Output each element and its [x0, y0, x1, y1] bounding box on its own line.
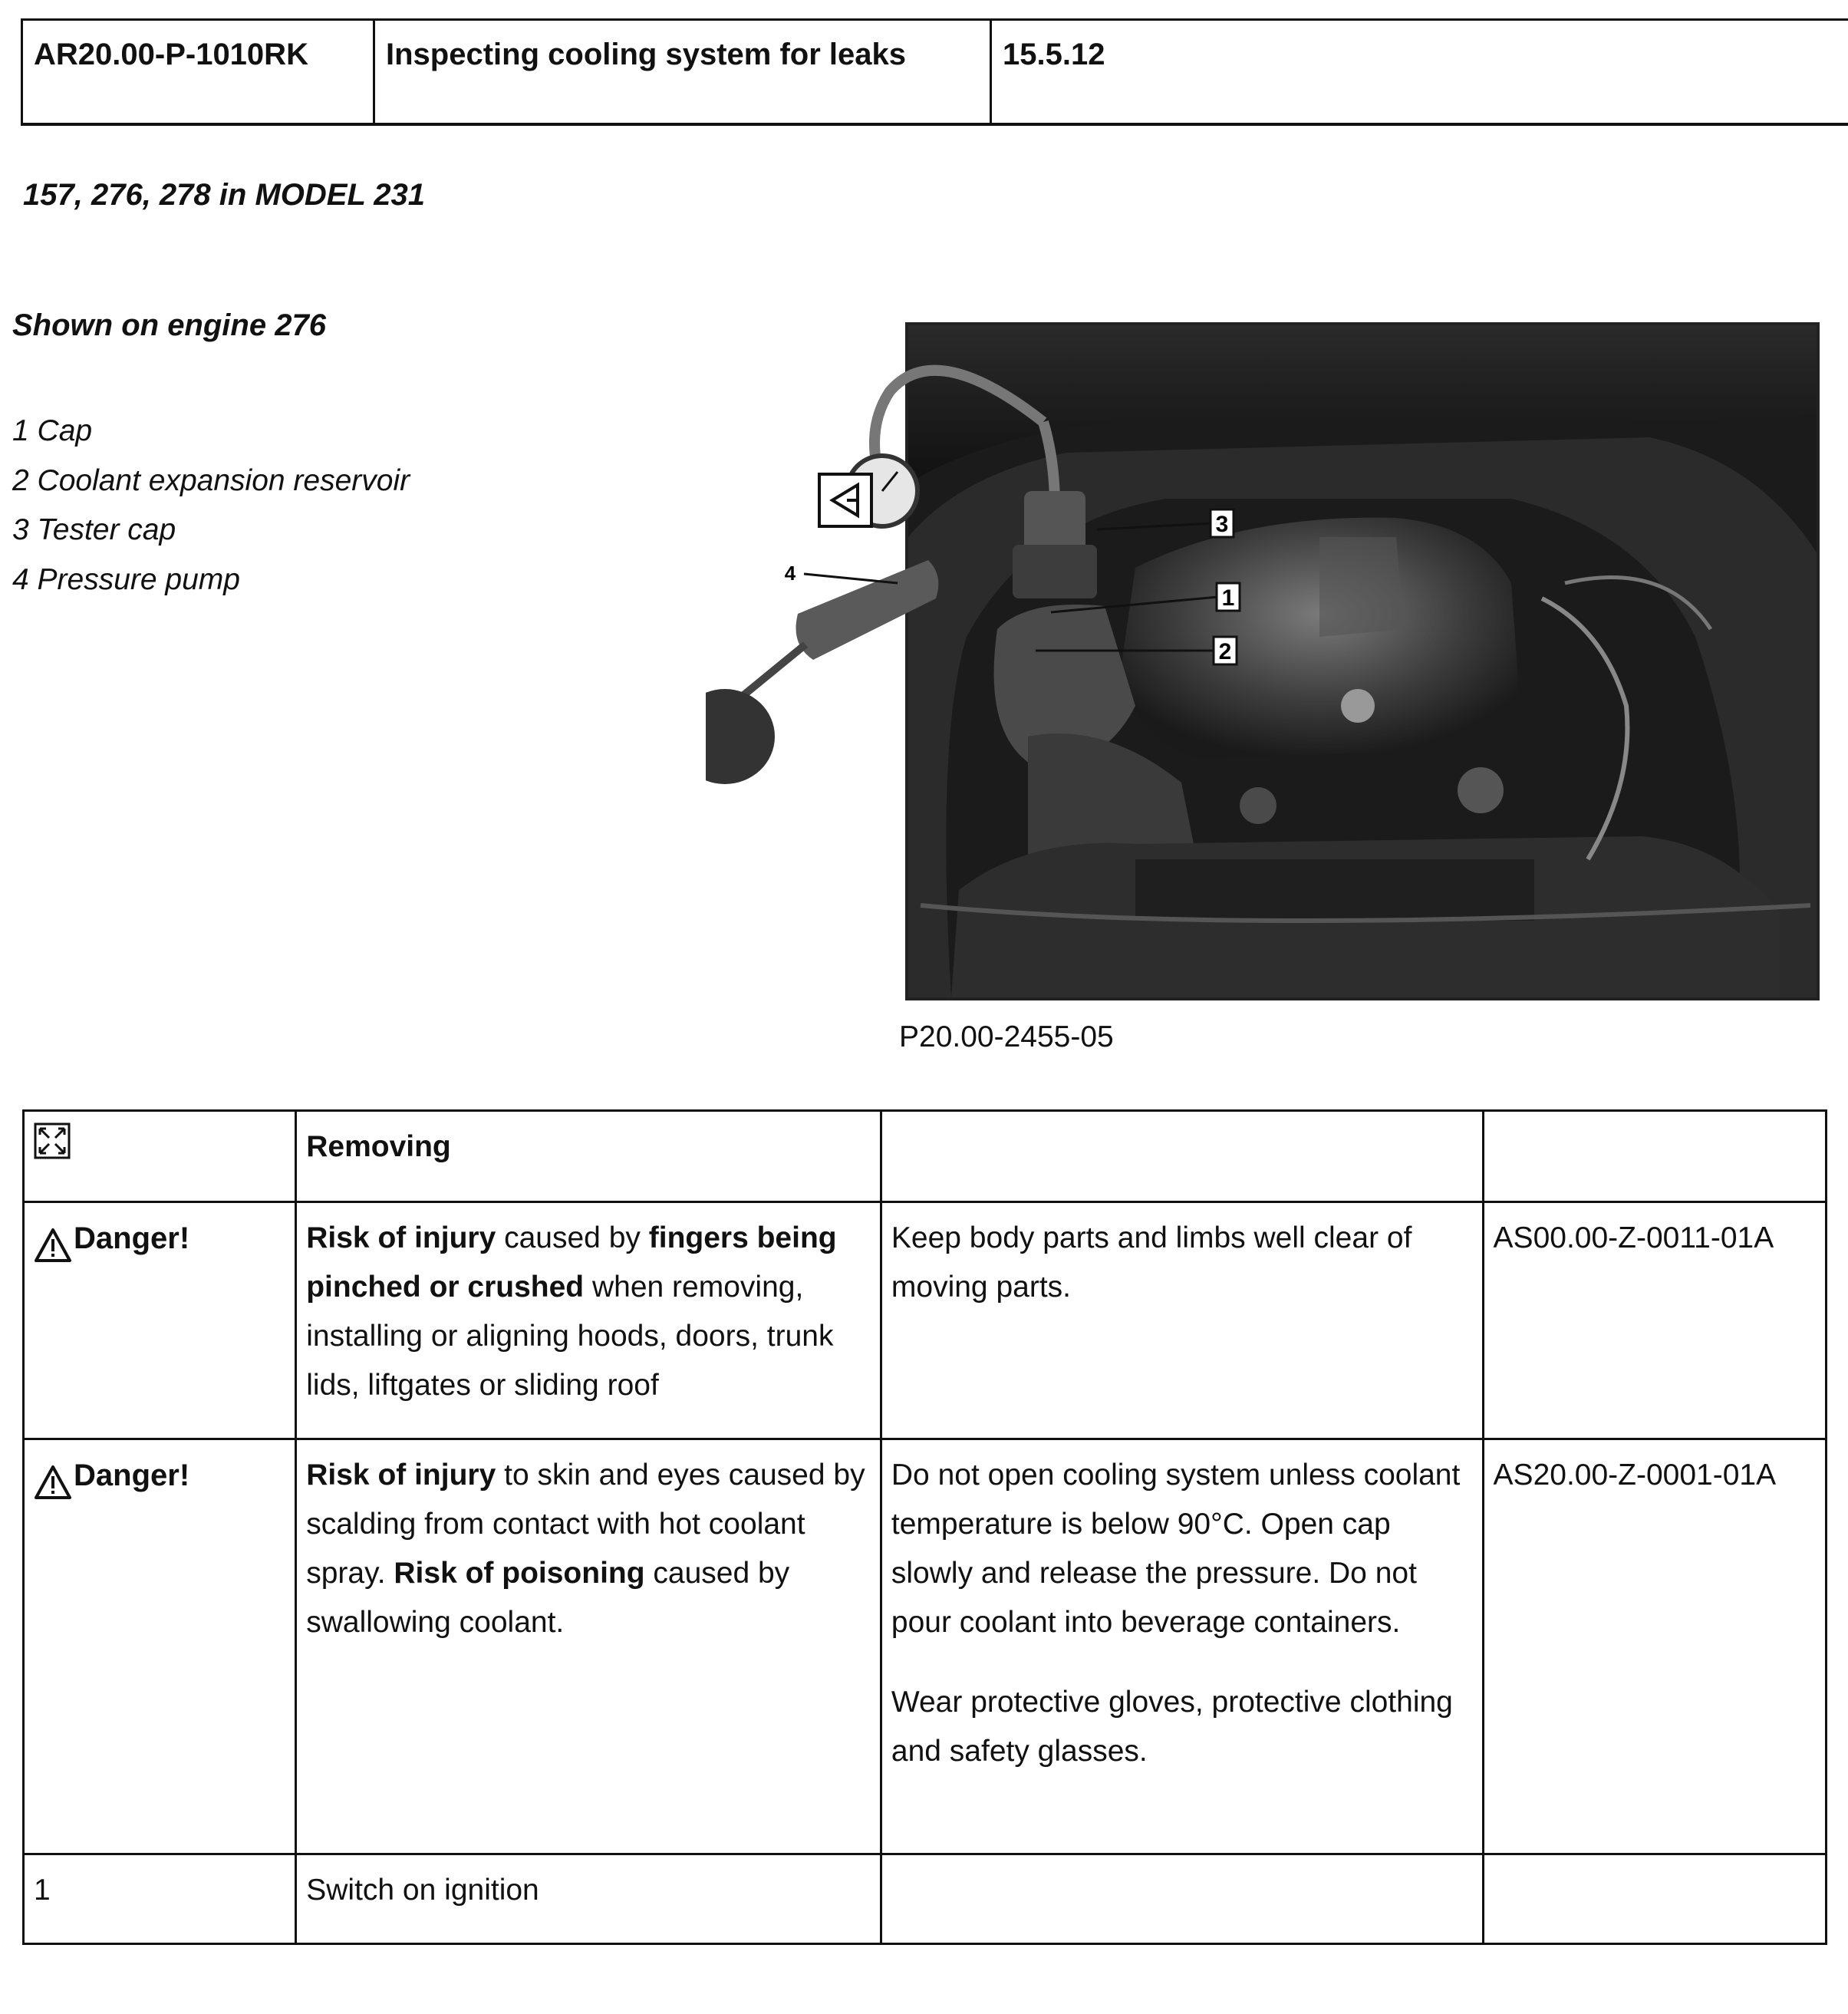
image-code: P20.00-2455-05	[899, 1020, 1114, 1053]
svg-text:3: 3	[1215, 512, 1229, 537]
table-row	[24, 1202, 1827, 1439]
legend-item: 2 Coolant expansion reservoir	[12, 463, 410, 497]
measure-text: Keep body parts and limbs well clear of moving parts.	[881, 1202, 1483, 1439]
safety-code: AS00.00-Z-0011-01A	[1483, 1202, 1826, 1439]
step-text: Switch on ignition	[296, 1854, 881, 1944]
warning-triangle-icon	[34, 1228, 72, 1263]
legend-item: 1 Cap	[12, 414, 93, 447]
step-number: 1	[24, 1854, 296, 1944]
hazard-text: Risk of injury caused by fingers being pinched or crushed when removing, installing or aligning hoods, doors, trunk lids, liftgates or sliding roof	[296, 1202, 881, 1439]
danger-label: Danger!	[34, 1214, 285, 1263]
table-row	[24, 1439, 1827, 1854]
legend-item: 4 Pressure pump	[12, 562, 240, 596]
removing-label: Removing	[296, 1111, 881, 1202]
safety-code: AS20.00-Z-0001-01A	[1483, 1439, 1826, 1854]
svg-text:2: 2	[1218, 639, 1232, 664]
model-line: 157, 276, 278 in MODEL 231	[23, 178, 426, 212]
figure-caption: Shown on engine 276	[12, 308, 326, 342]
procedure-table	[22, 1109, 1827, 1945]
table-row	[24, 1854, 1827, 1944]
doc-title: Inspecting cooling system for leaks	[374, 20, 991, 125]
figure-legend	[12, 407, 410, 605]
removing-icon	[34, 1122, 71, 1159]
callout-4	[785, 562, 898, 585]
table-row	[24, 1111, 1827, 1202]
svg-text:1: 1	[1221, 585, 1235, 611]
measure-text: Do not open cooling system unless coolant temperature is below 90°C. Open cap slowly and release the pressure. Do not pour coolant into beverage containers. Wear protective gloves, protective clothing and safety glasses.	[881, 1439, 1483, 1854]
doc-number: AR20.00-P-1010RK	[22, 20, 374, 125]
svg-text:4: 4	[784, 562, 796, 585]
warning-triangle-icon	[34, 1465, 72, 1500]
engine-bay-figure	[706, 307, 1826, 1013]
legend-item: 3 Tester cap	[12, 513, 176, 546]
hazard-text: Risk of injury to skin and eyes caused by scalding from contact with hot coolant spray. Risk of poisoning caused by swallowing coolant.	[296, 1439, 881, 1854]
view-direction-icon	[819, 474, 871, 526]
danger-label: Danger!	[34, 1451, 285, 1500]
doc-date: 15.5.12	[991, 20, 1848, 125]
document-header	[21, 18, 1848, 126]
